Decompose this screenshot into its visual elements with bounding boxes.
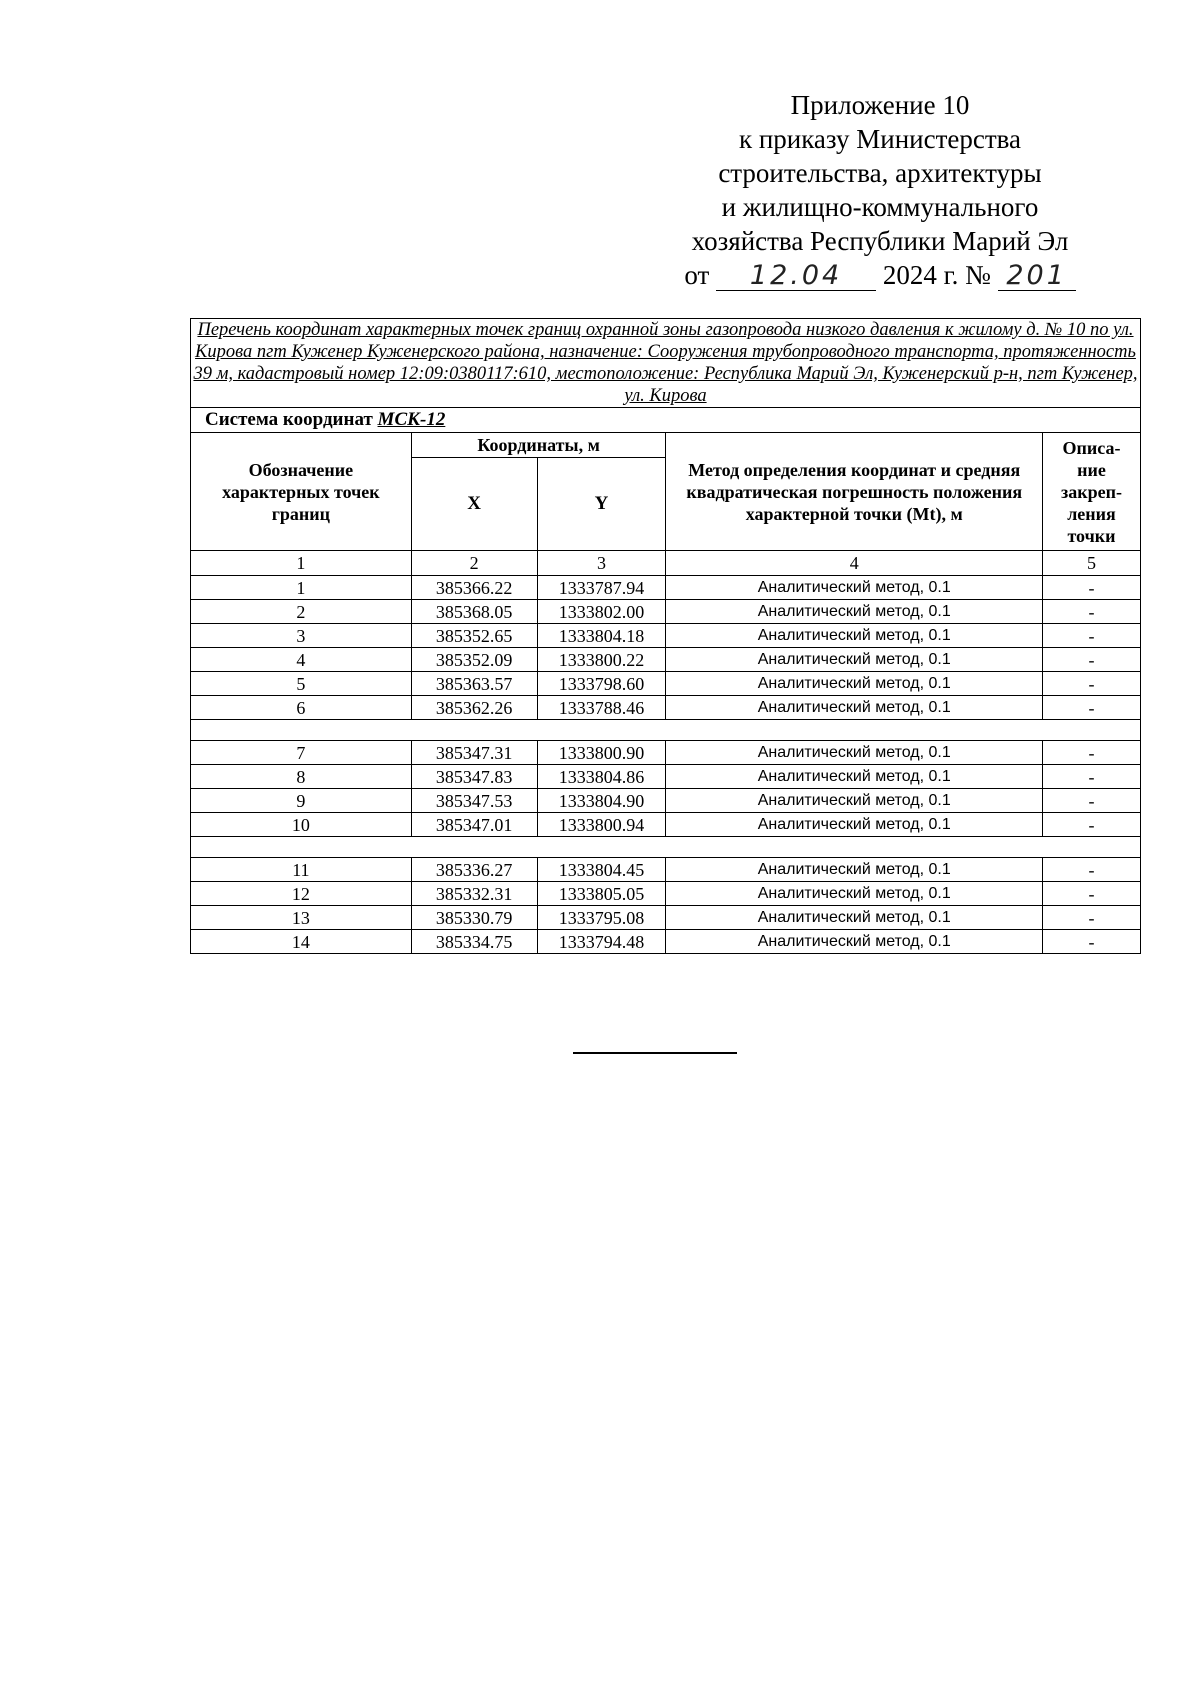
point-label-cell: 9	[191, 789, 412, 813]
point-label-cell: 11	[191, 858, 412, 882]
table-row	[191, 882, 1141, 906]
y-coordinate-cell: 1333787.94	[537, 576, 666, 600]
point-label-cell: 7	[191, 741, 412, 765]
table-row	[191, 858, 1141, 882]
point-label-cell: 1	[191, 576, 412, 600]
point-label-cell: 5	[191, 672, 412, 696]
description-cell: -	[1042, 672, 1140, 696]
y-coordinate-cell: 1333800.94	[537, 813, 666, 837]
method-cell: Аналитический метод, 0.1	[666, 765, 1042, 789]
x-coordinate-cell: 385347.31	[411, 741, 537, 765]
order-date-line	[640, 258, 1120, 292]
ministry-line-1: строительства, архитектуры	[718, 158, 1042, 188]
year-label: 2024 г. №	[882, 260, 991, 290]
header-description: Описа-ние закреп-ления точки	[1042, 433, 1140, 551]
coordinates-table	[190, 318, 1141, 954]
header-x: X	[411, 458, 537, 551]
x-coordinate-cell: 385362.26	[411, 696, 537, 720]
x-coordinate-cell: 385352.09	[411, 648, 537, 672]
method-cell: Аналитический метод, 0.1	[666, 906, 1042, 930]
x-coordinate-cell: 385363.57	[411, 672, 537, 696]
description-cell: -	[1042, 930, 1140, 954]
x-coordinate-cell: 385347.01	[411, 813, 537, 837]
description-cell: -	[1042, 858, 1140, 882]
y-coordinate-cell: 1333802.00	[537, 600, 666, 624]
y-coordinate-cell: 1333800.90	[537, 741, 666, 765]
x-coordinate-cell: 385334.75	[411, 930, 537, 954]
method-cell: Аналитический метод, 0.1	[666, 882, 1042, 906]
coordinate-system	[191, 408, 1141, 433]
description-cell: -	[1042, 624, 1140, 648]
y-coordinate-cell: 1333804.18	[537, 624, 666, 648]
coordinate-system-value: МСК-12	[377, 409, 446, 430]
table-row	[191, 648, 1141, 672]
ministry-line-3: хозяйства Республики Марий Эл	[691, 226, 1069, 256]
table-row	[191, 576, 1141, 600]
ministry-line-2: и жилищно-коммунального	[721, 192, 1039, 222]
table-row	[191, 696, 1141, 720]
table-row	[191, 741, 1141, 765]
table-row	[191, 765, 1141, 789]
header-y: Y	[537, 458, 666, 551]
method-cell: Аналитический метод, 0.1	[666, 858, 1042, 882]
x-coordinate-cell: 385366.22	[411, 576, 537, 600]
method-cell: Аналитический метод, 0.1	[666, 696, 1042, 720]
method-cell: Аналитический метод, 0.1	[666, 930, 1042, 954]
point-label-cell: 14	[191, 930, 412, 954]
description-cell: -	[1042, 648, 1140, 672]
header-coordinates: Координаты, м	[411, 433, 666, 458]
table-row	[191, 930, 1141, 954]
table-row	[191, 672, 1141, 696]
method-cell: Аналитический метод, 0.1	[666, 600, 1042, 624]
header-points: Обозначение характерных точек границ	[191, 433, 412, 551]
y-coordinate-cell: 1333804.86	[537, 765, 666, 789]
table-title: Перечень координат характерных точек границ охранной зоны газопровода низкого давления к жилому д. № 10 по ул. Кирова пгт Куженер Куженерского района, назначение: Сооружения трубопроводного транспорта, протяженность 39 м, кадастровый номер 12:09:0380117:610, местоположение: Республика Марий Эл, Куженерский р-н, пгт Куженер, ул. Кирова	[191, 319, 1141, 408]
footer-divider	[573, 1052, 737, 1054]
point-label-cell: 8	[191, 765, 412, 789]
method-cell: Аналитический метод, 0.1	[666, 813, 1042, 837]
method-cell: Аналитический метод, 0.1	[666, 576, 1042, 600]
description-cell: -	[1042, 696, 1140, 720]
date-prefix: от	[684, 260, 710, 290]
column-number: 2	[411, 551, 537, 576]
coordinate-system-row	[191, 408, 1141, 433]
method-cell: Аналитический метод, 0.1	[666, 624, 1042, 648]
group-separator-row	[191, 837, 1141, 858]
description-cell: -	[1042, 576, 1140, 600]
description-cell: -	[1042, 813, 1140, 837]
y-coordinate-cell: 1333798.60	[537, 672, 666, 696]
y-coordinate-cell: 1333800.22	[537, 648, 666, 672]
table-row	[191, 600, 1141, 624]
header-method: Метод определения координат и средняя квадратическая погрешность положения характерной точки (Mt), м	[666, 433, 1042, 551]
table-row	[191, 813, 1141, 837]
column-number: 4	[666, 551, 1042, 576]
description-cell: -	[1042, 765, 1140, 789]
method-cell: Аналитический метод, 0.1	[666, 672, 1042, 696]
point-label-cell: 12	[191, 882, 412, 906]
appendix-title: Приложение 10	[790, 90, 970, 120]
header-row-1	[191, 433, 1141, 458]
x-coordinate-cell: 385352.65	[411, 624, 537, 648]
column-numbers-row	[191, 551, 1141, 576]
method-cell: Аналитический метод, 0.1	[666, 741, 1042, 765]
y-coordinate-cell: 1333805.05	[537, 882, 666, 906]
point-label-cell: 13	[191, 906, 412, 930]
point-label-cell: 4	[191, 648, 412, 672]
y-coordinate-cell: 1333795.08	[537, 906, 666, 930]
y-coordinate-cell: 1333804.45	[537, 858, 666, 882]
handwritten-order-number: 201	[998, 262, 1076, 291]
table-row	[191, 906, 1141, 930]
x-coordinate-cell: 385347.83	[411, 765, 537, 789]
table-row	[191, 789, 1141, 813]
description-cell: -	[1042, 882, 1140, 906]
x-coordinate-cell: 385330.79	[411, 906, 537, 930]
method-cell: Аналитический метод, 0.1	[666, 648, 1042, 672]
column-number: 1	[191, 551, 412, 576]
description-cell: -	[1042, 789, 1140, 813]
order-reference-line: к приказу Министерства	[738, 124, 1022, 154]
point-label-cell: 2	[191, 600, 412, 624]
group-separator	[191, 837, 1141, 858]
x-coordinate-cell: 385368.05	[411, 600, 537, 624]
table-title-row	[191, 319, 1141, 408]
handwritten-date: 12.04	[716, 262, 876, 291]
method-cell: Аналитический метод, 0.1	[666, 789, 1042, 813]
group-separator	[191, 720, 1141, 741]
coordinate-system-label: Система координат	[205, 409, 373, 430]
point-label-cell: 10	[191, 813, 412, 837]
y-coordinate-cell: 1333788.46	[537, 696, 666, 720]
appendix-header	[640, 88, 1120, 292]
table-row	[191, 624, 1141, 648]
x-coordinate-cell: 385332.31	[411, 882, 537, 906]
x-coordinate-cell: 385336.27	[411, 858, 537, 882]
description-cell: -	[1042, 741, 1140, 765]
y-coordinate-cell: 1333794.48	[537, 930, 666, 954]
group-separator-row	[191, 720, 1141, 741]
x-coordinate-cell: 385347.53	[411, 789, 537, 813]
y-coordinate-cell: 1333804.90	[537, 789, 666, 813]
description-cell: -	[1042, 906, 1140, 930]
column-number: 5	[1042, 551, 1140, 576]
description-cell: -	[1042, 600, 1140, 624]
column-number: 3	[537, 551, 666, 576]
point-label-cell: 3	[191, 624, 412, 648]
point-label-cell: 6	[191, 696, 412, 720]
